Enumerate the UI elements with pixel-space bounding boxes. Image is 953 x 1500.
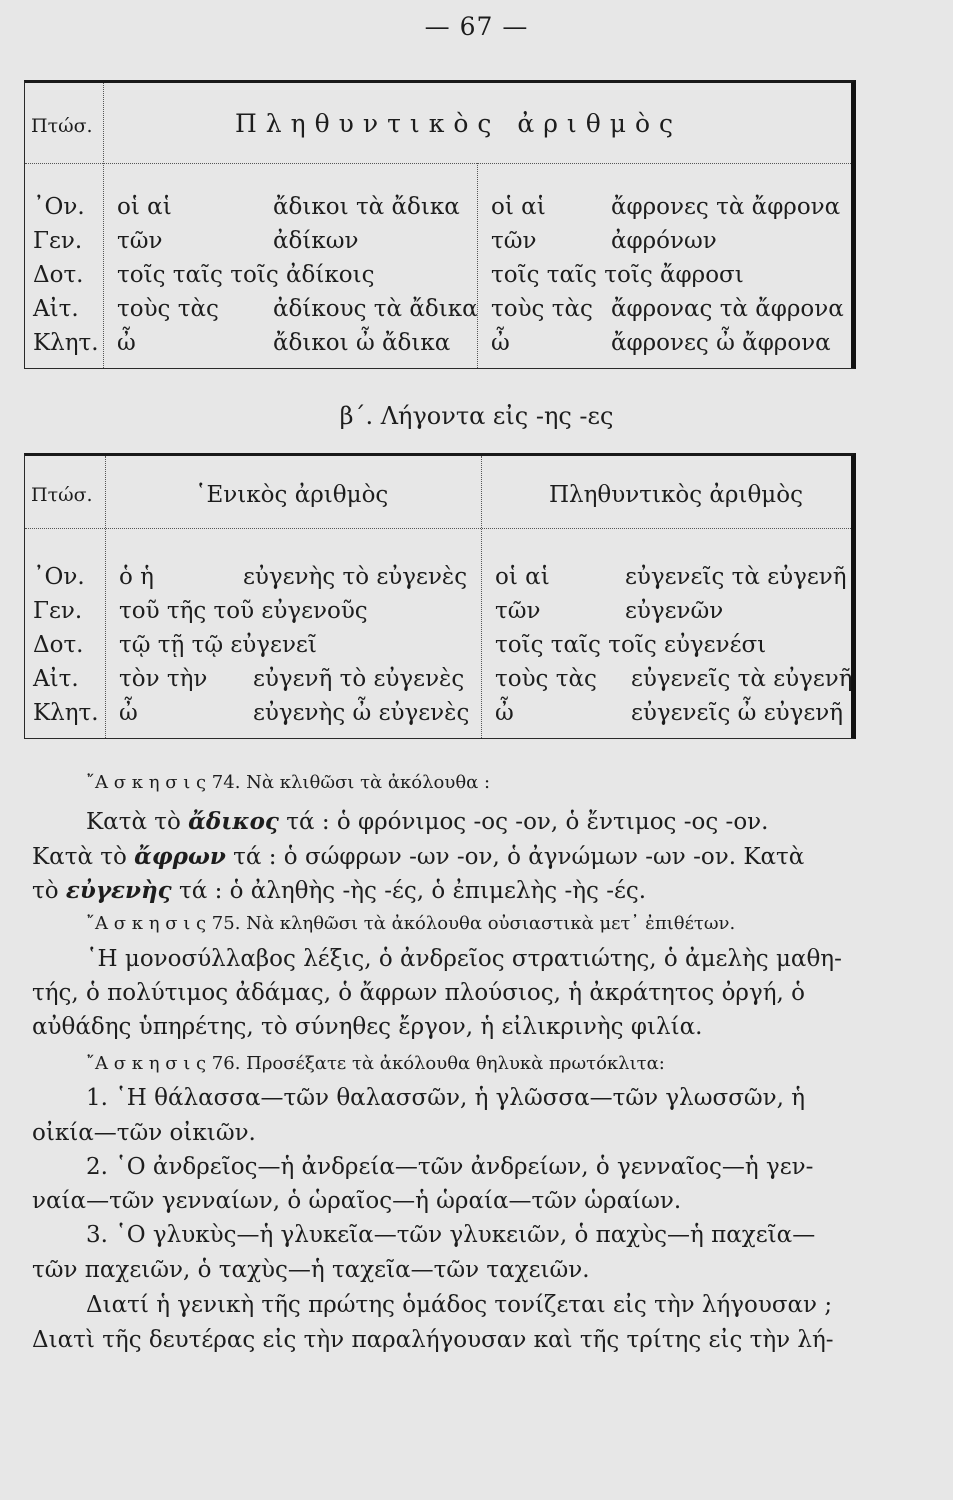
adjective-form: εὐγενῶν bbox=[625, 598, 724, 624]
article: τοῖς ταῖς τοῖς εὐγενέσι bbox=[495, 632, 767, 658]
text-segment: Κατὰ τὸ bbox=[86, 809, 189, 835]
adjective-form: εὐγενεῖς τὰ εὐγενῆ bbox=[625, 564, 847, 590]
exercise-74-line bbox=[32, 843, 864, 870]
column-divider bbox=[105, 456, 106, 738]
case-label: Γεν. bbox=[33, 228, 83, 254]
article: τοὺς τὰς bbox=[117, 296, 219, 322]
text-segment: Κατὰ τὸ bbox=[32, 844, 135, 870]
text-segment: τά : ὁ ἀληθὴς -ὴς -ές, ὁ ἐπιμελὴς -ὴς -ές. bbox=[171, 878, 647, 904]
article: ὦ bbox=[117, 330, 136, 356]
article: οἱ αἱ bbox=[491, 194, 546, 220]
adjective-form: ἄφρονες τὰ ἄφρονα bbox=[611, 194, 841, 220]
exercise-75-line: αὐθάδης ὑπηρέτης, τὸ σύνηθες ἔργον, ἡ εἰλικρινὴς φιλία. bbox=[32, 1014, 703, 1040]
adjective-form: εὐγενὴς τὸ εὐγενὲς bbox=[243, 564, 468, 590]
exercise-75-heading: ῎Α σ κ η σ ι ς 75. Νὰ κληθῶσι τὰ ἀκόλουθα οὐσιαστικὰ μετ᾿ ἐπιθέτων. bbox=[86, 913, 736, 934]
article: τοὺς τὰς bbox=[491, 296, 593, 322]
article: ὦ bbox=[491, 330, 510, 356]
article: τῶν bbox=[117, 228, 163, 254]
article: ὦ bbox=[119, 700, 138, 726]
exercise-76-line: οἰκία—τῶν οἰκιῶν. bbox=[32, 1120, 256, 1146]
exercise-76-line: 2. ῾Ο ἀνδρεῖος—ἡ ἀνδρεία—τῶν ἀνδρείων, ὁ γενναῖος—ἡ γεν- bbox=[86, 1154, 814, 1180]
adjective-form: εὐγενεῖς τὰ εὐγενῆ bbox=[631, 666, 853, 692]
case-label: Αἰτ. bbox=[33, 296, 79, 322]
text-segment: τά : ὁ φρόνιμος -ος -ον, ὁ ἔντιμος -ος -ον. bbox=[278, 809, 769, 835]
adjective-form: ἀδίκων bbox=[273, 228, 359, 254]
adjective-form: ἄδικοι ὦ ἄδικα bbox=[273, 330, 451, 356]
exercise-75-line: ῾Η μονοσύλλαβος λέξις, ὁ ἀνδρεῖος στρατιώτης, ὁ ἀμελὴς μαθη- bbox=[86, 946, 842, 972]
adjective-form: ἄδικοι τὰ ἄδικα bbox=[273, 194, 460, 220]
exercise-76-line: 1. ῾Η θάλασσα—τῶν θαλασσῶν, ἡ γλῶσσα—τῶν γλωσσῶν, ἡ bbox=[86, 1085, 806, 1111]
exercise-76-line: 3. ῾Ο γλυκὺς—ἡ γλυκεῖα—τῶν γλυκειῶν, ὁ παχὺς—ἡ παχεῖα— bbox=[86, 1222, 816, 1248]
adjective-form: ἄφρονας τὰ ἄφρονα bbox=[611, 296, 844, 322]
adjective-form: ἀδίκους τὰ ἄδικα bbox=[273, 296, 478, 322]
model-word: εὐγενὴς bbox=[65, 877, 172, 904]
article: τοὺς τὰς bbox=[495, 666, 597, 692]
exercise-74-line bbox=[86, 808, 918, 835]
case-column-header: Πτώσ. bbox=[31, 115, 93, 137]
article: ὦ bbox=[495, 700, 514, 726]
model-word: ἄδικος bbox=[188, 808, 279, 835]
article: οἱ αἱ bbox=[495, 564, 550, 590]
article: οἱ αἱ bbox=[117, 194, 172, 220]
adjective-form: εὐγενεῖς ὦ εὐγενῆ bbox=[631, 700, 844, 726]
page-number: — 67 — bbox=[424, 12, 529, 41]
article: τοῖς ταῖς τοῖς ἄφροσι bbox=[491, 262, 744, 288]
adjective-form: εὐγενὴς ὦ εὐγενὲς bbox=[253, 700, 470, 726]
case-label: Δοτ. bbox=[33, 262, 84, 288]
case-label: Αἰτ. bbox=[33, 666, 79, 692]
question-line: Διατί ἡ γενικὴ τῆς πρώτης ὁμάδος τονίζεται εἰς τὴν λήγουσαν ; bbox=[86, 1292, 833, 1318]
singular-header: ῾Ενικὸς ἀριθμὸς bbox=[195, 482, 389, 508]
text-segment: τὸ bbox=[32, 878, 66, 904]
declension-table-plural bbox=[24, 80, 856, 369]
column-divider bbox=[103, 83, 104, 368]
article: τῶν bbox=[495, 598, 541, 624]
exercise-74-heading: ῎Α σ κ η σ ι ς 74. Νὰ κλιθῶσι τὰ ἀκόλουθα : bbox=[86, 772, 491, 793]
exercise-76-heading: ῎Α σ κ η σ ι ς 76. Προσέξατε τὰ ἀκόλουθα θηλυκὰ πρωτόκλιτα: bbox=[86, 1053, 665, 1074]
exercise-76-line: ναία—τῶν γενναίων, ὁ ὡραῖος—ἡ ὡραία—τῶν ὡραίων. bbox=[32, 1188, 682, 1214]
model-word: ἄφρων bbox=[134, 843, 226, 870]
table-title: Πληθυντικὸς ἀριθμὸς bbox=[235, 109, 683, 138]
article: ὁ ἡ bbox=[119, 564, 154, 590]
section-subtitle: β΄. Λήγοντα εἰς -ης -ες bbox=[339, 402, 614, 430]
case-label: ᾿Ον. bbox=[33, 194, 85, 220]
article: τοῦ τῆς τοῦ εὐγενοῦς bbox=[119, 598, 368, 624]
exercise-76-line: τῶν παχειῶν, ὁ ταχὺς—ἡ ταχεῖα—τῶν ταχειῶν. bbox=[32, 1257, 590, 1283]
column-divider bbox=[481, 456, 482, 738]
case-column-header: Πτώσ. bbox=[31, 484, 93, 506]
adjective-form: εὐγενῆ τὸ εὐγενὲς bbox=[253, 666, 465, 692]
adjective-form: ἄφρονες ὦ ἄφρονα bbox=[611, 330, 831, 356]
case-label: Κλητ. bbox=[33, 330, 99, 356]
article: τῷ τῇ τῷ εὐγενεῖ bbox=[119, 632, 317, 658]
article: τοῖς ταῖς τοῖς ἀδίκοις bbox=[117, 262, 375, 288]
article: τὸν τὴν bbox=[119, 666, 208, 692]
article: τῶν bbox=[491, 228, 537, 254]
question-line: Διατὶ τῆς δευτέρας εἰς τὴν παραλήγουσαν καὶ τῆς τρίτης εἰς τὴν λή- bbox=[32, 1327, 834, 1353]
adjective-form: ἀφρόνων bbox=[611, 228, 717, 254]
case-label: Δοτ. bbox=[33, 632, 84, 658]
exercise-75-line: τής, ὁ πολύτιμος ἀδάμας, ὁ ἄφρων πλούσιος, ἡ ἀκράτητος ὀργή, ὁ bbox=[32, 980, 805, 1006]
text-segment: τά : ὁ σώφρων -ων -ον, ὁ ἀγνώμων -ων -ον. Κατὰ bbox=[225, 844, 805, 870]
column-divider bbox=[477, 163, 478, 368]
declension-table-eugenes bbox=[24, 453, 856, 739]
plural-header: Πληθυντικὸς ἀριθμὸς bbox=[549, 482, 803, 508]
case-label: ᾿Ον. bbox=[33, 564, 85, 590]
case-label: Γεν. bbox=[33, 598, 83, 624]
exercise-74-line bbox=[32, 877, 864, 904]
case-label: Κλητ. bbox=[33, 700, 99, 726]
